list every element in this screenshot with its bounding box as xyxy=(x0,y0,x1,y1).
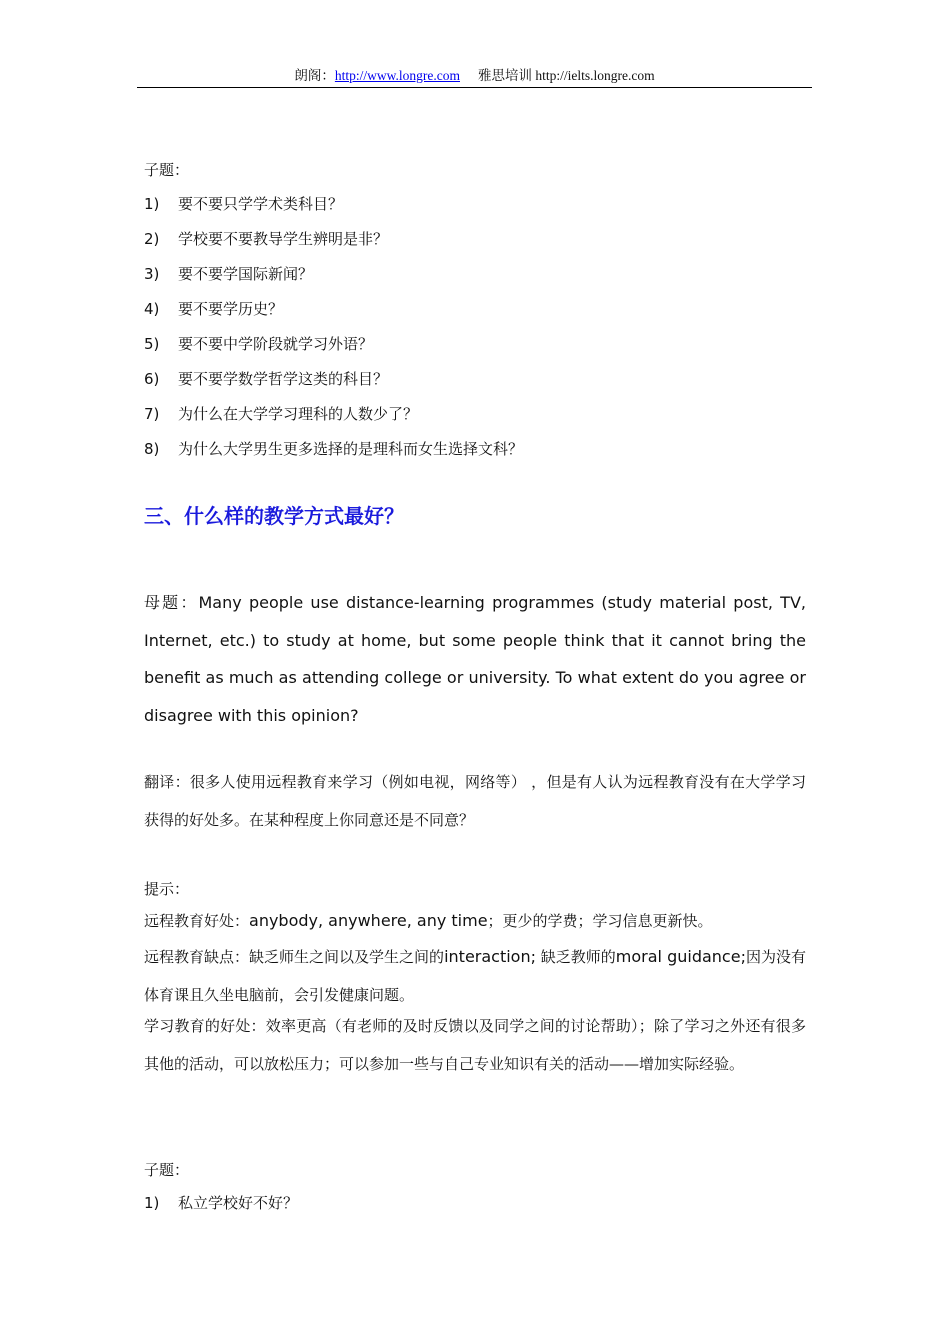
subquestions-label: 子题： xyxy=(144,1161,190,1179)
list-item: 4) 要不要学历史？ xyxy=(144,300,284,318)
list-item: 2) 学校要不要教导学生辨明是非？ xyxy=(144,230,389,248)
hint-cons: 远程教育缺点：缺乏师生之间以及学生之间的interaction; 缺乏教师的moral guidance;因为没有体育课且久坐电脑前，会引发健康问题。 xyxy=(144,947,806,1004)
topic-text: Many people use distance-learning programmes (study material post, TV, Internet, etc.) to study at home, but some people think that it cannot bring the benefit as much as attending college or university. To what extent do you agree or disagree with this opinion? xyxy=(144,593,806,725)
list-item: 1) 私立学校好不好？ xyxy=(144,1194,299,1212)
list-item: 5) 要不要中学阶段就学习外语？ xyxy=(144,335,374,353)
subquestions-list xyxy=(144,1193,806,1228)
topic-label: 母题： xyxy=(144,593,199,612)
longre-link[interactable]: http://www.longre.com xyxy=(334,68,460,83)
subquestions-label: 子题： xyxy=(144,161,190,179)
list-item: 1) 要不要只学学术类科目？ xyxy=(144,195,344,213)
hint-label: 提示： xyxy=(144,880,190,898)
header-prefix: 朗阁： xyxy=(294,68,335,83)
hint-campus-benefits: 学习教育的好处：效率更高（有老师的及时反馈以及同学之间的讨论帮助）；除了学习之外还有很多其他的活动，可以放松压力；可以参加一些与自己专业知识有关的活动——增加实际经验。 xyxy=(144,1017,806,1073)
hint-pros: 远程教育好处：anybody, anywhere, any time；更少的学费；学习信息更新快。 xyxy=(144,911,713,930)
header-ielts: 雅思培训 http://ielts.longre.com xyxy=(478,68,655,83)
subquestions-list xyxy=(144,194,806,474)
section-heading: 三、什么样的教学方式最好？ xyxy=(144,504,404,528)
page-header xyxy=(137,66,812,88)
list-item: 3) 要不要学国际新闻？ xyxy=(144,265,314,283)
list-item: 7) 为什么在大学学习理科的人数少了？ xyxy=(144,405,419,423)
list-item: 6) 要不要学数学哲学这类的科目？ xyxy=(144,370,389,388)
topic-paragraph xyxy=(144,584,806,734)
list-item: 8) 为什么大学男生更多选择的是理科而女生选择文科？ xyxy=(144,440,524,458)
translation-paragraph: 翻译：很多人使用远程教育来学习（例如电视，网络等） ，但是有人认为远程教育没有在大学学习获得的好处多。在某种程度上你同意还是不同意？ xyxy=(144,773,806,829)
